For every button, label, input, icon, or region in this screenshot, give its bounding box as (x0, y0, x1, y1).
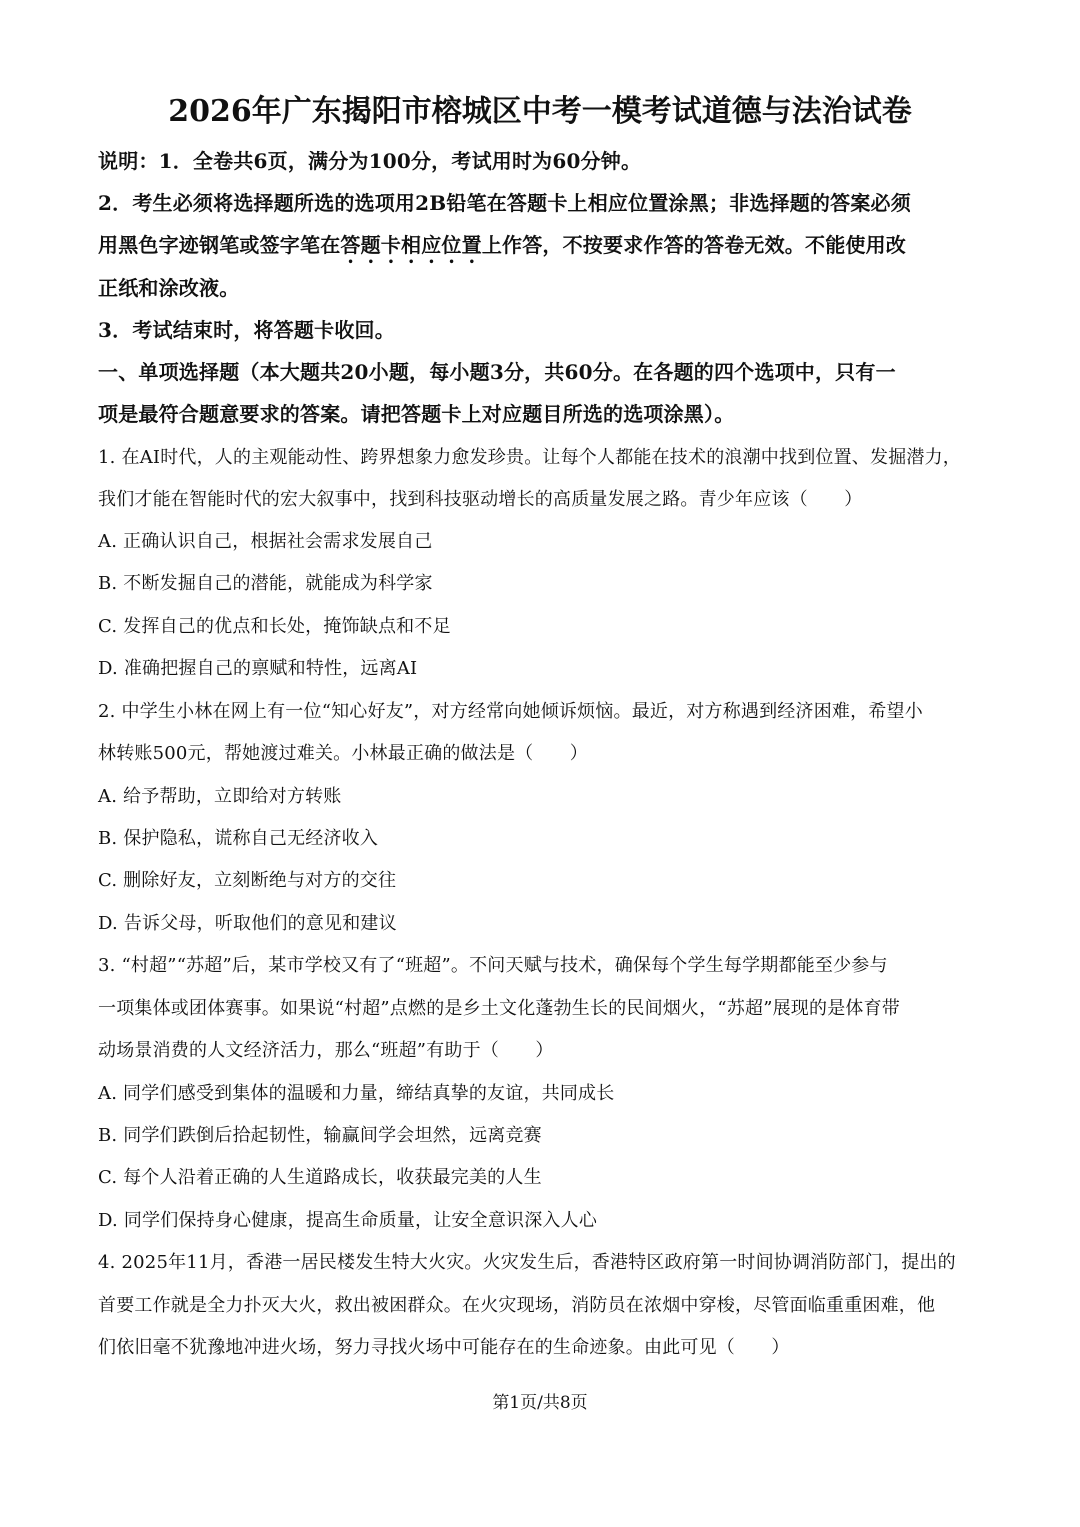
question-1-stem-line-1: 1. 在AI时代，人的主观能动性、跨界想象力愈发珍贵。让每个人都能在技术的浪潮中找到位置、发掘潜力， (98, 447, 961, 468)
question-2-option-a: A. 给予帮助，立即给对方转账 (98, 786, 342, 807)
question-2-option-b: B. 保护隐私，谎称自己无经济收入 (98, 828, 379, 849)
question-3-stem-line-2: 一项集体或团体赛事。如果说“村超”点燃的是乡土文化蓬勃生长的民间烟火，“苏超”展现的是体育带 (98, 998, 901, 1019)
instruction-line-3-post: 上作答，不按要求作答的答卷无效。不能使用改 (481, 233, 907, 257)
question-3-option-b: B. 同学们跌倒后拾起韧性，输赢间学会坦然，远离竞赛 (98, 1125, 542, 1146)
emphasized-answer-area-text: 答题卡相应位置 (340, 233, 482, 257)
instruction-line-3 (98, 230, 988, 268)
question-3-option-d: D. 同学们保持身心健康，提高生命质量，让安全意识深入人心 (98, 1210, 598, 1231)
page-number-footer: 第1页/共8页 (492, 1393, 588, 1413)
question-1-option-d: D. 准确把握自己的禀赋和特性，远离AI (98, 658, 418, 679)
instruction-line-5: 3．考试结束时，将答题卡收回。 (98, 318, 395, 342)
question-2-option-d: D. 告诉父母，听取他们的意见和建议 (98, 913, 397, 934)
question-3-stem-line-3: 动场景消费的人文经济活力，那么“班超”有助于（ ） (98, 1040, 554, 1061)
question-4-stem-line-2: 首要工作就是全力扑灭大火，救出被困群众。在火灾现场，消防员在浓烟中穿梭，尽管面临重重困难，他 (98, 1295, 936, 1316)
question-1-option-c: C. 发挥自己的优点和长处，掩饰缺点和不足 (98, 616, 451, 637)
question-1-stem-line-2: 我们才能在智能时代的宏大叙事中，找到科技驱动增长的高质量发展之路。青少年应该（ ） (98, 489, 863, 510)
question-2-stem-line-1: 2. 中学生小林在网上有一位“知心好友”，对方经常向她倾诉烦恼。最近，对方称遇到经济困难，希望小 (98, 701, 923, 722)
question-1-option-b: B. 不断发掘自己的潜能，就能成为科学家 (98, 573, 433, 594)
instruction-line-4: 正纸和涂改液。 (98, 276, 240, 300)
question-1-option-a: A. 正确认识自己，根据社会需求发展自己 (98, 531, 433, 552)
page-title: 2026年广东揭阳市榕城区中考一模考试道德与法治试卷 (168, 94, 912, 129)
section-heading-line-2: 项是最符合题意要求的答案。请把答题卡上对应题目所选的选项涂黑）。 (98, 402, 735, 426)
instruction-line-3-pre: 用黑色字迹钢笔或签字笔在 (98, 233, 341, 257)
section-heading-line-1: 一、单项选择题（本大题共20小题，每小题3分，共60分。在各题的四个选项中，只有一 (98, 360, 896, 384)
question-3-option-a: A. 同学们感受到集体的温暖和力量，缔结真挚的友谊，共同成长 (98, 1083, 615, 1104)
question-4-stem-line-3: 们依旧毫不犹豫地冲进火场，努力寻找火场中可能存在的生命迹象。由此可见（ ） (98, 1337, 790, 1358)
question-4-stem-line-1: 4. 2025年11月，香港一居民楼发生特大火灾。火灾发生后，香港特区政府第一时间协调消防部门，提出的 (98, 1252, 956, 1273)
question-3-option-c: C. 每个人沿着正确的人生道路成长，收获最完美的人生 (98, 1167, 542, 1188)
instruction-line-1: 说明：1．全卷共6页，满分为100分，考试用时为60分钟。 (98, 149, 642, 173)
question-2-stem-line-2: 林转账500元，帮她渡过难关。小林最正确的做法是（ ） (98, 743, 588, 764)
instruction-line-2: 2．考生必须将选择题所选的选项用2B铅笔在答题卡上相应位置涂黑；非选择题的答案必须 (98, 191, 911, 215)
question-2-option-c: C. 删除好友，立刻断绝与对方的交往 (98, 870, 397, 891)
question-3-stem-line-1: 3. “村超”“苏超”后，某市学校又有了“班超”。不问天赋与技术，确保每个学生每学期都能至少参与 (98, 955, 888, 976)
